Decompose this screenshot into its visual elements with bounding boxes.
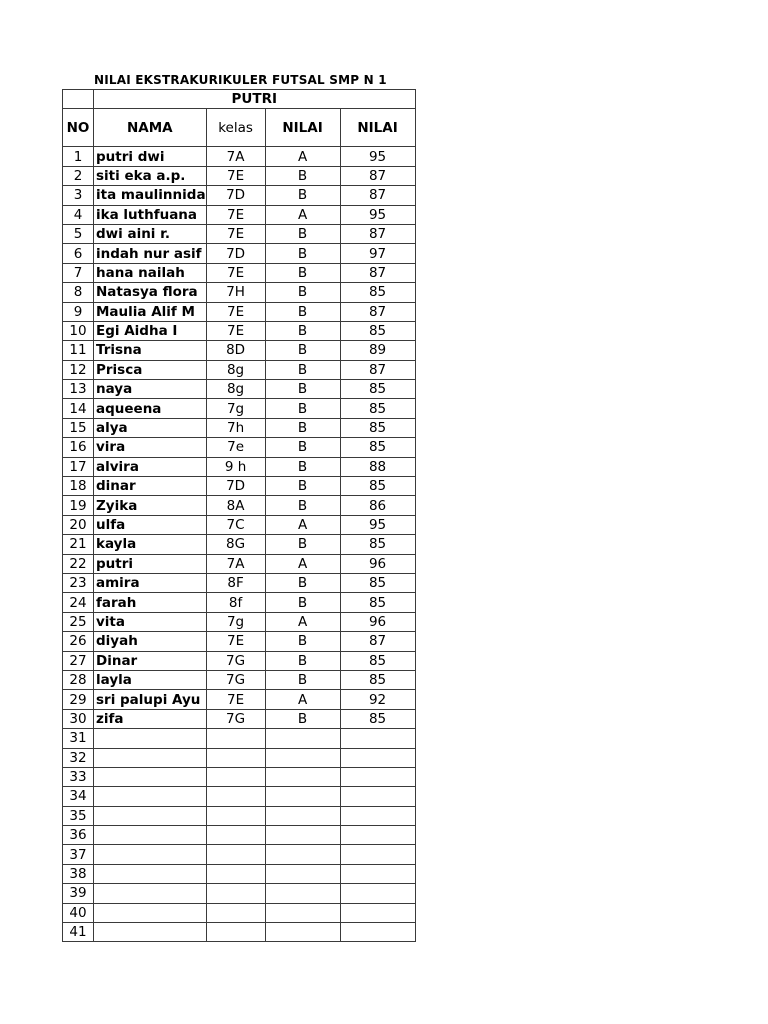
score-cell[interactable]: 95 <box>340 205 415 224</box>
score-cell[interactable]: 95 <box>340 147 415 166</box>
name-cell[interactable] <box>94 903 207 922</box>
grade-cell[interactable]: B <box>265 573 340 592</box>
name-cell[interactable]: dwi aini r. <box>94 224 207 243</box>
grade-cell[interactable] <box>265 923 340 942</box>
row-number-cell[interactable]: 37 <box>63 845 94 864</box>
table-row <box>63 341 416 360</box>
class-cell[interactable]: 7E <box>206 690 265 709</box>
class-cell[interactable]: 7H <box>206 283 265 302</box>
table-row <box>63 321 416 340</box>
class-cell[interactable]: 7C <box>206 515 265 534</box>
row-number-cell[interactable]: 27 <box>63 651 94 670</box>
score-cell[interactable]: 85 <box>340 535 415 554</box>
table-row <box>63 380 416 399</box>
grade-cell[interactable] <box>265 729 340 748</box>
grade-cell[interactable]: B <box>265 166 340 185</box>
table-row <box>63 806 416 825</box>
table-row <box>63 438 416 457</box>
header-nama[interactable]: NAMA <box>94 109 207 147</box>
grade-cell[interactable]: A <box>265 147 340 166</box>
grade-cell[interactable] <box>265 903 340 922</box>
name-cell[interactable]: vita <box>94 612 207 631</box>
row-number-cell[interactable]: 12 <box>63 360 94 379</box>
score-cell[interactable]: 85 <box>340 399 415 418</box>
score-cell[interactable]: 85 <box>340 709 415 728</box>
score-cell[interactable] <box>340 845 415 864</box>
row-number-cell[interactable]: 11 <box>63 341 94 360</box>
row-number-cell[interactable]: 20 <box>63 515 94 534</box>
class-cell[interactable]: 8D <box>206 341 265 360</box>
name-cell[interactable]: siti eka a.p. <box>94 166 207 185</box>
row-number-cell[interactable]: 24 <box>63 593 94 612</box>
class-cell[interactable] <box>206 729 265 748</box>
header-kelas[interactable]: kelas <box>206 109 265 147</box>
class-cell[interactable]: 8g <box>206 360 265 379</box>
table-row <box>63 670 416 689</box>
name-cell[interactable] <box>94 806 207 825</box>
grade-cell[interactable]: A <box>265 690 340 709</box>
grade-cell[interactable]: B <box>265 457 340 476</box>
table-row <box>63 496 416 515</box>
table-row <box>63 884 416 903</box>
table-row <box>63 864 416 883</box>
score-cell[interactable] <box>340 903 415 922</box>
score-cell[interactable] <box>340 806 415 825</box>
row-number-cell[interactable]: 13 <box>63 380 94 399</box>
grade-cell[interactable]: A <box>265 515 340 534</box>
score-cell[interactable]: 87 <box>340 632 415 651</box>
class-cell[interactable]: 7E <box>206 321 265 340</box>
score-cell[interactable]: 95 <box>340 515 415 534</box>
name-cell[interactable]: layla <box>94 670 207 689</box>
grade-cell[interactable]: B <box>265 438 340 457</box>
score-cell[interactable] <box>340 748 415 767</box>
class-cell[interactable]: 7E <box>206 166 265 185</box>
row-number-cell[interactable]: 35 <box>63 806 94 825</box>
grade-cell[interactable]: B <box>265 399 340 418</box>
name-cell[interactable]: zifa <box>94 709 207 728</box>
class-cell[interactable]: 8f <box>206 593 265 612</box>
name-cell[interactable] <box>94 923 207 942</box>
row-number-cell[interactable]: 41 <box>63 923 94 942</box>
score-cell[interactable]: 87 <box>340 263 415 282</box>
grade-cell[interactable]: B <box>265 360 340 379</box>
table-row <box>63 826 416 845</box>
grade-cell[interactable]: B <box>265 535 340 554</box>
score-cell[interactable]: 87 <box>340 166 415 185</box>
row-number-cell[interactable]: 30 <box>63 709 94 728</box>
row-number-cell[interactable]: 32 <box>63 748 94 767</box>
class-cell[interactable] <box>206 826 265 845</box>
table-row <box>63 244 416 263</box>
grade-cell[interactable]: B <box>265 283 340 302</box>
score-cell[interactable]: 87 <box>340 360 415 379</box>
name-cell[interactable]: putri dwi <box>94 147 207 166</box>
name-cell[interactable] <box>94 864 207 883</box>
grade-cell[interactable]: B <box>265 670 340 689</box>
class-cell[interactable]: 7D <box>206 477 265 496</box>
score-cell[interactable]: 85 <box>340 321 415 340</box>
grade-cell[interactable]: B <box>265 593 340 612</box>
score-cell[interactable] <box>340 826 415 845</box>
table-row <box>63 166 416 185</box>
grade-cell[interactable]: B <box>265 263 340 282</box>
name-cell[interactable] <box>94 884 207 903</box>
table-row <box>63 515 416 534</box>
score-cell[interactable]: 92 <box>340 690 415 709</box>
table-row <box>63 360 416 379</box>
class-cell[interactable]: 7E <box>206 302 265 321</box>
row-number-cell[interactable]: 26 <box>63 632 94 651</box>
score-cell[interactable]: 96 <box>340 554 415 573</box>
name-cell[interactable]: putri <box>94 554 207 573</box>
score-cell[interactable] <box>340 884 415 903</box>
row-number-cell[interactable]: 33 <box>63 767 94 786</box>
score-cell[interactable] <box>340 923 415 942</box>
row-number-cell[interactable]: 18 <box>63 477 94 496</box>
row-number-cell[interactable]: 3 <box>63 186 94 205</box>
name-cell[interactable]: sri palupi Ayu <box>94 690 207 709</box>
class-cell[interactable]: 7E <box>206 632 265 651</box>
table-row <box>63 709 416 728</box>
class-cell[interactable]: 7D <box>206 186 265 205</box>
score-cell[interactable] <box>340 767 415 786</box>
grade-cell[interactable]: B <box>265 651 340 670</box>
score-cell[interactable]: 88 <box>340 457 415 476</box>
row-number-cell[interactable]: 40 <box>63 903 94 922</box>
grade-cell[interactable] <box>265 767 340 786</box>
grade-cell[interactable]: B <box>265 709 340 728</box>
row-number-cell[interactable]: 21 <box>63 535 94 554</box>
table-row <box>63 399 416 418</box>
row-number-cell[interactable]: 22 <box>63 554 94 573</box>
name-cell[interactable]: farah <box>94 593 207 612</box>
class-cell[interactable]: 7G <box>206 651 265 670</box>
grade-cell[interactable] <box>265 826 340 845</box>
name-cell[interactable] <box>94 748 207 767</box>
row-number-cell[interactable]: 34 <box>63 787 94 806</box>
class-cell[interactable]: 8A <box>206 496 265 515</box>
name-cell[interactable]: diyah <box>94 632 207 651</box>
grade-cell[interactable]: B <box>265 418 340 437</box>
score-cell[interactable] <box>340 729 415 748</box>
row-number-cell[interactable]: 15 <box>63 418 94 437</box>
score-cell[interactable]: 85 <box>340 438 415 457</box>
empty-cell[interactable] <box>63 90 94 109</box>
name-cell[interactable]: Natasya flora <box>94 283 207 302</box>
class-cell[interactable] <box>206 864 265 883</box>
grade-cell[interactable]: B <box>265 341 340 360</box>
class-cell[interactable]: 7g <box>206 399 265 418</box>
name-cell[interactable]: indah nur asif <box>94 244 207 263</box>
row-number-cell[interactable]: 29 <box>63 690 94 709</box>
score-cell[interactable]: 89 <box>340 341 415 360</box>
row-number-cell[interactable]: 17 <box>63 457 94 476</box>
class-cell[interactable]: 7D <box>206 244 265 263</box>
grade-cell[interactable] <box>265 884 340 903</box>
name-cell[interactable]: alya <box>94 418 207 437</box>
row-number-cell[interactable]: 39 <box>63 884 94 903</box>
table-row <box>63 573 416 592</box>
group-header-row <box>63 90 416 109</box>
name-cell[interactable] <box>94 729 207 748</box>
grade-cell[interactable]: B <box>265 302 340 321</box>
name-cell[interactable]: Dinar <box>94 651 207 670</box>
table-row <box>63 283 416 302</box>
class-cell[interactable] <box>206 767 265 786</box>
grade-cell[interactable] <box>265 845 340 864</box>
grade-cell[interactable] <box>265 806 340 825</box>
grade-cell[interactable]: A <box>265 205 340 224</box>
class-cell[interactable]: 7e <box>206 438 265 457</box>
table-row <box>63 767 416 786</box>
class-cell[interactable] <box>206 923 265 942</box>
score-cell[interactable]: 86 <box>340 496 415 515</box>
row-number-cell[interactable]: 23 <box>63 573 94 592</box>
grade-cell[interactable]: B <box>265 186 340 205</box>
class-cell[interactable]: 8G <box>206 535 265 554</box>
row-number-cell[interactable]: 31 <box>63 729 94 748</box>
name-cell[interactable]: alvira <box>94 457 207 476</box>
class-cell[interactable]: 7G <box>206 670 265 689</box>
table-row <box>63 263 416 282</box>
class-cell[interactable]: 7E <box>206 263 265 282</box>
grade-cell[interactable]: B <box>265 224 340 243</box>
table-row <box>63 612 416 631</box>
row-number-cell[interactable]: 16 <box>63 438 94 457</box>
header-nilai-score[interactable]: NILAI <box>340 109 415 147</box>
table-row <box>63 205 416 224</box>
grade-cell[interactable]: A <box>265 612 340 631</box>
name-cell[interactable]: hana nailah <box>94 263 207 282</box>
name-cell[interactable]: dinar <box>94 477 207 496</box>
table-row <box>63 632 416 651</box>
table-row <box>63 748 416 767</box>
grade-cell[interactable]: B <box>265 380 340 399</box>
name-cell[interactable]: ita maulinnida <box>94 186 207 205</box>
score-cell[interactable]: 87 <box>340 186 415 205</box>
name-cell[interactable]: ulfa <box>94 515 207 534</box>
name-cell[interactable]: Zyika <box>94 496 207 515</box>
score-cell[interactable]: 85 <box>340 573 415 592</box>
row-number-cell[interactable]: 9 <box>63 302 94 321</box>
row-number-cell[interactable]: 19 <box>63 496 94 515</box>
table-row <box>63 690 416 709</box>
class-cell[interactable] <box>206 787 265 806</box>
class-cell[interactable] <box>206 748 265 767</box>
score-cell[interactable]: 97 <box>340 244 415 263</box>
class-cell[interactable]: 7A <box>206 554 265 573</box>
row-number-cell[interactable]: 6 <box>63 244 94 263</box>
row-number-cell[interactable]: 1 <box>63 147 94 166</box>
name-cell[interactable]: amira <box>94 573 207 592</box>
class-cell[interactable]: 7E <box>206 205 265 224</box>
name-cell[interactable]: kayla <box>94 535 207 554</box>
score-cell[interactable]: 85 <box>340 593 415 612</box>
row-number-cell[interactable]: 28 <box>63 670 94 689</box>
table-row <box>63 457 416 476</box>
grade-cell[interactable]: B <box>265 496 340 515</box>
grade-cell[interactable]: B <box>265 244 340 263</box>
name-cell[interactable]: vira <box>94 438 207 457</box>
score-cell[interactable]: 85 <box>340 283 415 302</box>
score-cell[interactable]: 85 <box>340 380 415 399</box>
row-number-cell[interactable]: 10 <box>63 321 94 340</box>
class-cell[interactable]: 7A <box>206 147 265 166</box>
name-cell[interactable] <box>94 767 207 786</box>
table-row <box>63 535 416 554</box>
row-number-cell[interactable]: 5 <box>63 224 94 243</box>
grade-cell[interactable]: B <box>265 632 340 651</box>
class-cell[interactable] <box>206 884 265 903</box>
table-row <box>63 923 416 942</box>
row-number-cell[interactable]: 14 <box>63 399 94 418</box>
grade-cell[interactable] <box>265 864 340 883</box>
sheet-title: NILAI EKSTRAKURIKULER FUTSAL SMP N 1 <box>94 73 387 87</box>
class-cell[interactable] <box>206 903 265 922</box>
table-row <box>63 593 416 612</box>
name-cell[interactable]: Prisca <box>94 360 207 379</box>
table-row <box>63 224 416 243</box>
name-cell[interactable]: Trisna <box>94 341 207 360</box>
score-cell[interactable]: 87 <box>340 302 415 321</box>
row-number-cell[interactable]: 38 <box>63 864 94 883</box>
table-row <box>63 787 416 806</box>
table-row <box>63 302 416 321</box>
name-cell[interactable]: aqueena <box>94 399 207 418</box>
score-cell[interactable] <box>340 787 415 806</box>
grade-cell[interactable] <box>265 748 340 767</box>
column-header-row <box>63 109 416 147</box>
score-cell[interactable]: 85 <box>340 477 415 496</box>
name-cell[interactable]: Egi Aidha I <box>94 321 207 340</box>
row-number-cell[interactable]: 2 <box>63 166 94 185</box>
class-cell[interactable] <box>206 806 265 825</box>
table-row <box>63 903 416 922</box>
class-cell[interactable]: 9 h <box>206 457 265 476</box>
group-header-putri[interactable]: PUTRI <box>94 90 416 109</box>
name-cell[interactable]: naya <box>94 380 207 399</box>
class-cell[interactable]: 8g <box>206 380 265 399</box>
grade-cell[interactable]: B <box>265 477 340 496</box>
row-number-cell[interactable]: 8 <box>63 283 94 302</box>
name-cell[interactable]: Maulia Alif M <box>94 302 207 321</box>
score-cell[interactable] <box>340 864 415 883</box>
grade-cell[interactable]: B <box>265 321 340 340</box>
class-cell[interactable]: 7h <box>206 418 265 437</box>
table-row <box>63 477 416 496</box>
table-row <box>63 186 416 205</box>
row-number-cell[interactable]: 36 <box>63 826 94 845</box>
row-number-cell[interactable]: 7 <box>63 263 94 282</box>
table-row <box>63 845 416 864</box>
score-cell[interactable]: 87 <box>340 224 415 243</box>
class-cell[interactable]: 7E <box>206 224 265 243</box>
header-nilai-grade[interactable]: NILAI <box>265 109 340 147</box>
name-cell[interactable]: ika luthfuana <box>94 205 207 224</box>
table-row <box>63 729 416 748</box>
table-row <box>63 554 416 573</box>
score-cell[interactable]: 96 <box>340 612 415 631</box>
table-row <box>63 418 416 437</box>
name-cell[interactable] <box>94 787 207 806</box>
score-cell[interactable]: 85 <box>340 670 415 689</box>
class-cell[interactable]: 7g <box>206 612 265 631</box>
row-number-cell[interactable]: 25 <box>63 612 94 631</box>
grade-cell[interactable]: A <box>265 554 340 573</box>
score-cell[interactable]: 85 <box>340 651 415 670</box>
name-cell[interactable] <box>94 826 207 845</box>
row-number-cell[interactable]: 4 <box>63 205 94 224</box>
header-no[interactable]: NO <box>63 109 94 147</box>
score-cell[interactable]: 85 <box>340 418 415 437</box>
class-cell[interactable] <box>206 845 265 864</box>
grade-cell[interactable] <box>265 787 340 806</box>
class-cell[interactable]: 8F <box>206 573 265 592</box>
table-row <box>63 651 416 670</box>
table-row <box>63 147 416 166</box>
grade-table <box>62 89 416 942</box>
class-cell[interactable]: 7G <box>206 709 265 728</box>
name-cell[interactable] <box>94 845 207 864</box>
